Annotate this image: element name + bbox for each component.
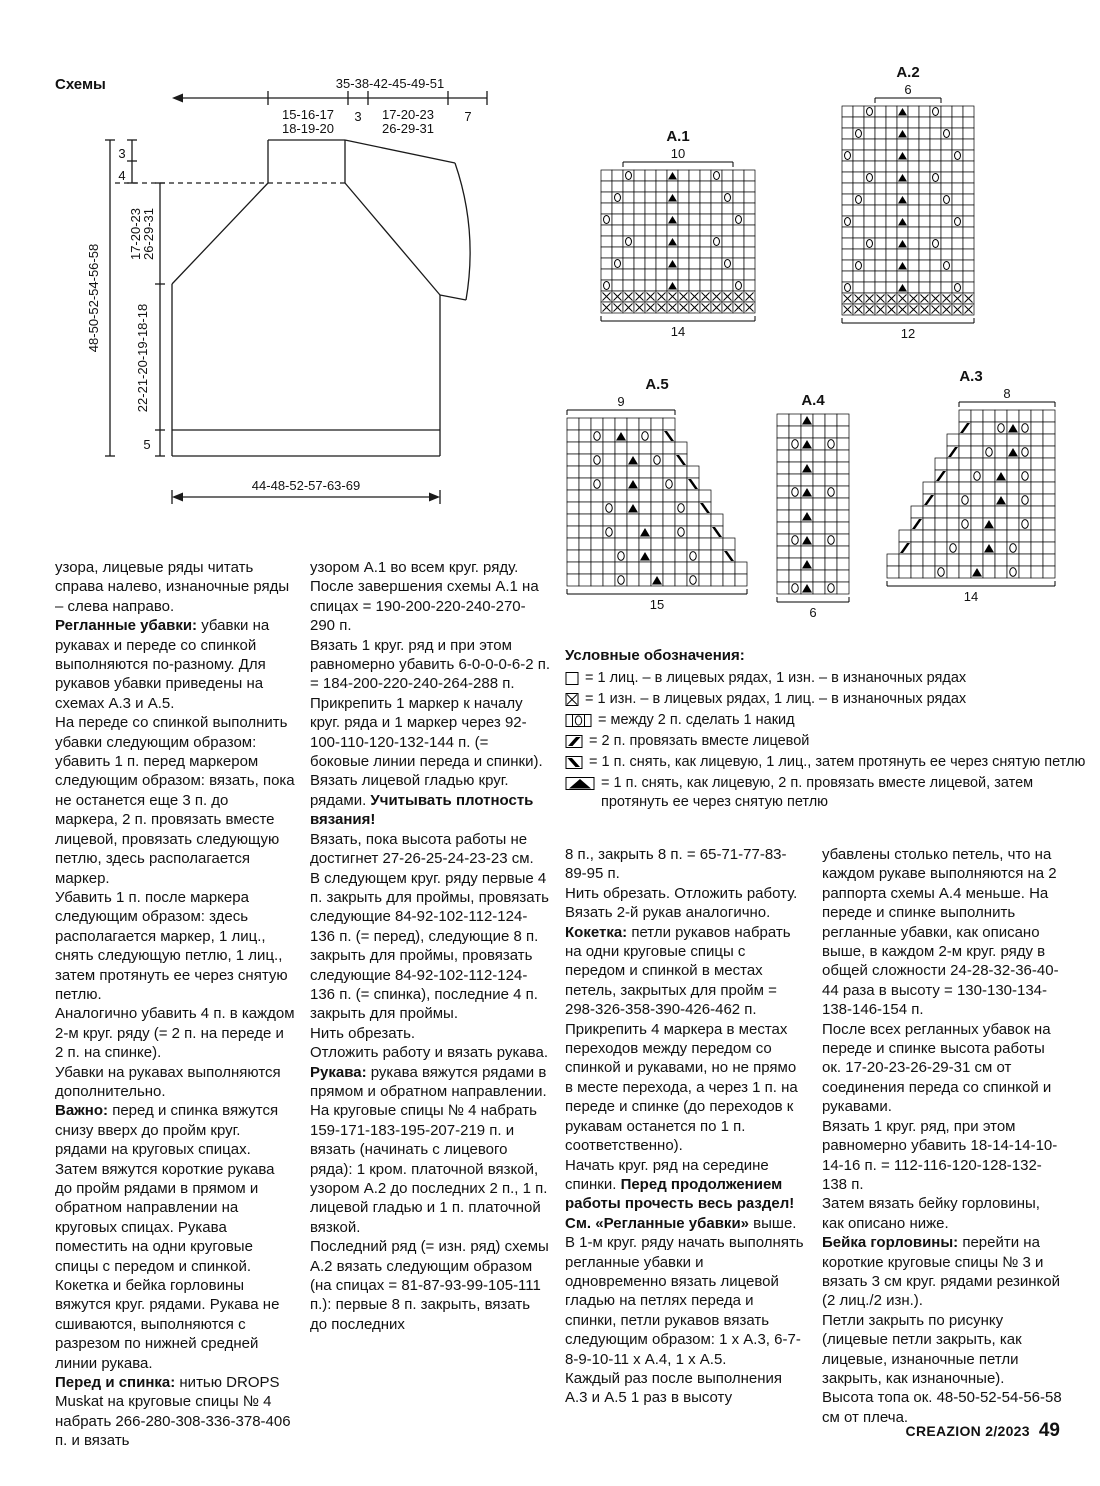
bold-text: Рукава: [310,1063,367,1081]
chart-a1 [597,128,759,342]
paragraph [565,1369,805,1408]
legend-item-slip-k2tog-pass [565,774,1093,812]
legend-text: = 2 п. провязать вместе лицевой [589,733,810,749]
text: Каждый раз после выполнения А.3 и А.5 1 раз в высоту [565,1369,783,1407]
text: перейти на короткие круговые спицы № 3 и вязать 3 см круг. рядами резинкой (2 лиц./2 изн.). [822,1234,1060,1310]
text: Начать круг. ряд на середине спинки. [565,1156,769,1193]
measure-top-width: 35-38-42-45-49-51 [335,76,445,91]
paragraph [310,1024,550,1043]
text: В следующем круг. ряду первые 4 п. закрыть для проймы, провязать следующие 84-92-102-112-124-136 п. (= перед), следующие 8 п. закрыть для проймы, провязать следующие 84-92-102-112-124-136 п. (= спинка), последние 4 п. закрыть для проймы. [310,869,549,1023]
paragraph [55,1063,295,1102]
text: Нить обрезать. [310,1024,416,1042]
measure-sleeve-top-1: 17-20-23 [381,107,435,122]
legend-text: = между 2 п. сделать 1 накид [598,712,795,728]
bold-text: Учитывать плотность вязания! [310,791,534,829]
paragraph [310,830,550,869]
paragraph [310,636,550,694]
knitting-chart-svg [563,394,751,610]
legend-text: = 1 изн. – в лицевых рядах, 1 лиц. – в изнаночных рядах [585,691,967,707]
paragraph [565,1156,805,1214]
bold-text: Бейка горловины: [822,1234,959,1252]
text: петли рукавов набрать на одни круговые спицы с передом и спинкой в местах петель, закрытых для пройм = 298-326-358-390-426-462 п. [565,923,791,1019]
slip-k2tog-pass-icon [565,776,596,791]
instructions-column-2 [310,558,550,1334]
garment-schematic [85,62,505,522]
chart-top-stitch-count: 8 [1003,386,1011,401]
paragraph [565,1020,805,1156]
chart-bottom-stitch-count: 12 [900,326,916,339]
chart-top-stitch-count: 9 [617,394,625,409]
purl-x-square-icon [565,692,580,707]
text: нитью DROPS Muskat на круговые спицы № 4 набрать 266-280-308-336-378-406 п. и вязать [55,1374,291,1450]
knitting-chart-svg [597,146,759,337]
text: убавлены столько петель, что на каждом рукаве выполняются на 2 раппорта схемы А.4 меньше. На переде и спинке выполнить регланные убавки, как описано выше, в каждом 2-м круг. ряду в общей сложности 24-28-32-36-40-44 раза в высоту = 130-130-134-138-146-154 п. [822,846,1059,1019]
bold-text: Перед продолжением работы прочесть весь раздел! [565,1175,795,1213]
text: Вязать, пока высота работы не достигнет 27-26-25-24-23-23 см. [310,830,534,868]
paragraph [55,1373,295,1451]
text: Убавки на рукавах выполняются дополнительно. [55,1063,281,1100]
paragraph [55,888,295,1004]
bold-text: Важно: [55,1102,109,1120]
legend-item-yarn-over [565,711,1093,730]
paragraph [565,845,805,884]
paragraph [822,845,1062,1020]
paragraph [55,1004,295,1062]
page-number: 49 [1038,1420,1060,1441]
page-footer [760,1420,1060,1442]
text: Вязать 2-й рукав аналогично. [565,904,771,922]
paragraph [565,923,805,1020]
legend-text: = 1 п. снять, как лицевую, 1 лиц., затем протянуть ее через снятую петлю [589,754,1086,770]
paragraph [310,558,550,577]
chart-top-stitch-count: 6 [904,82,912,97]
measure-raglan-1: 17-20-23 [128,207,143,261]
chart-a1-title: A.1 [666,128,690,145]
text: убавки на рукавах и переде со спинкой выполняются по-разному. Для рукавов убавки приведены на схемах А.3 и А.5. [55,617,270,712]
text: перед и спинка вяжутся снизу вверх до пройм круг. рядами на круговых спицах. Затем вяжутся короткие рукава до пройм рядами в прямом и обратном направлении на круговых спицах. Рукава поместить на одни круговые спицы с передом и спинкой. Кокетка и бейка горловины вяжутся круг. рядами. Рукава не сшиваются, выполняются с разрезом по нижней средней линии рукава. [55,1102,280,1372]
instructions-column-1 [55,558,295,1451]
garment-schematic-drawing [85,62,505,517]
text: рукава вяжутся рядами в прямом и обратном направлении. [310,1063,547,1100]
k2tog-icon [565,734,584,749]
chart-a2 [838,64,978,344]
paragraph [822,1117,1062,1195]
measure-total-length: 48-50-52-54-56-58 [86,243,101,353]
instructions-column-4 [822,845,1062,1427]
text: Отложить работу и вязать рукава. [310,1044,548,1062]
measure-hem-height: 5 [143,437,151,452]
legend-item-knit [565,669,1093,688]
text: Петли закрыть по рисунку (лицевые петли закрыть, как лицевые, изнаночные петли закрыть, как изнаночные). [822,1311,1022,1387]
text: 8 п., закрыть 8 п. = 65-71-77-83-89-95 п. [565,846,787,883]
paragraph [310,1237,550,1334]
yarn-over-icon [565,713,593,728]
text: узором А.1 во всем круг. ряду. [310,559,519,576]
chart-a4 [773,392,853,623]
measure-shoulder-1: 15-16-17 [281,107,335,122]
paragraph [310,577,550,635]
paragraph [310,1043,550,1062]
legend-item-purl [565,690,1093,709]
paragraph [310,1063,550,1102]
chart-a5-grid [563,394,751,615]
bold-text: Кокетка: [565,923,628,941]
chart-a2-title: A.2 [896,64,920,81]
chart-a2-grid [838,82,978,344]
chart-a4-grid [773,410,853,623]
paragraph [55,1101,295,1373]
measure-raglan-2: 26-29-31 [141,207,156,261]
knit-square-icon [565,671,580,686]
paragraph [55,558,295,616]
paragraph [55,713,295,888]
text: После завершения схемы А.1 на спицах = 190-200-220-240-270-290 п. [310,578,539,635]
chart-bottom-stitch-count: 14 [963,589,979,602]
text: Вязать 1 круг. ряд, при этом равномерно убавить 18-14-14-10-14-16 п. = 112-116-120-128-132-138 п. [822,1117,1058,1193]
bold-text: Регланные убавки: [55,617,198,635]
paragraph [565,1214,805,1369]
paragraph [310,1101,550,1237]
symbol-legend [565,646,1093,814]
chart-a5-title: A.5 [645,376,669,393]
text: Аналогично убавить 4 п. в каждом 2-м круг. ряду (= 2 п. на переде и 2 п. на спинке). [55,1005,295,1062]
paragraph [310,771,550,829]
text: выше. В 1-м круг. ряду начать выполнять регланные убавки и одновременно вязать лицевой гладью на петлях переда и спинки, петли рукавов вязать следующим образом: 1 х А.3, 6-7-8-9-10-11 х А.4, 1 х А.5. [565,1214,804,1368]
text: На переде со спинкой выполнить убавки следующим образом: убавить 1 п. перед маркером следующим образом: вязать, пока не останется еще 3 п. до маркера, 2 п. провязать вместе лицевой, провязать следующую петлю, здесь располагается маркер. [55,714,295,887]
knitting-chart-svg [883,386,1059,602]
chart-a3 [883,368,1059,607]
text: Вязать лицевой гладью круг. рядами. [310,772,509,809]
chart-top-stitch-count: 10 [670,146,686,161]
paragraph [822,1194,1062,1233]
paragraph [565,903,805,922]
knitting-chart-svg [773,410,853,618]
legend-item-k2tog [565,732,1093,751]
paragraph [310,694,550,772]
text: Прикрепить 1 маркер к началу круг. ряда и 1 маркер через 92-100-110-120-132-144 п. (= боковые линии переда и спинки). [310,694,543,771]
chart-a3-title: A.3 [959,368,983,385]
slip-knit-pass-icon [565,755,584,770]
instructions-column-3 [565,845,805,1408]
measure-neck-back-depth: 4 [118,168,126,183]
measure-body-length: 22-21-20-19-18-18 [135,303,150,413]
paragraph [565,884,805,903]
legend-text: = 1 п. снять, как лицевую, 2 п. провязать вместе лицевой, затем протянуть ее через снятую петлю [601,775,1034,810]
chart-a3-grid [883,386,1059,607]
text: Затем вязать бейку горловины, как описано ниже. [822,1195,1040,1232]
text: После всех регланных убавок на переде и спинке высота работы ок. 17-20-23-26-29-31 см от соединения переда со спинкой и рукавами. [822,1020,1052,1116]
text: Вязать 1 круг. ряд и при этом равномерно убавить 6-0-0-0-6-2 п. = 184-200-220-240-264-288 п. [310,636,551,693]
chart-a4-title: A.4 [801,392,825,409]
measure-sleeve-top-2: 26-29-31 [381,121,435,136]
measure-cuff: 7 [464,109,472,124]
text: Нить обрезать. Отложить работу. [565,884,798,902]
text: Высота топа ок. 48-50-52-54-56-58 см от плеча. [822,1389,1062,1426]
paragraph [822,1233,1062,1311]
paragraph [822,1020,1062,1117]
chart-a1-grid [597,146,759,342]
measure-neck: 3 [354,109,362,124]
chart-bottom-stitch-count: 6 [809,605,817,618]
measure-bottom-width: 44-48-52-57-63-69 [251,478,361,493]
chart-bottom-stitch-count: 14 [670,324,686,337]
text: На круговые спицы № 4 набрать 159-171-183-195-207-219 п. и вязать (начинать с лицевого ряда): 1 кром. платочной вязкой, узором А.2 до последних 2 п., 1 п. лицевой гладью и 1 п. платочной вязкой. [310,1102,548,1236]
legend-text: = 1 лиц. – в лицевых рядах, 1 изн. – в изнаночных рядах [585,670,967,686]
bold-text: См. «Регланные убавки» [565,1214,750,1232]
legend-heading: Условные обозначения: [565,647,745,664]
text: Прикрепить 4 маркера в местах переходов между передом со спинкой и рукавами, но не прямо в месте перехода, а через 1 п. на переде и спинке (до переходов к рукавам останется по 1 п. соответственно). [565,1020,798,1155]
chart-bottom-stitch-count: 15 [649,597,665,610]
legend-item-slip-knit-pass [565,753,1093,772]
chart-a5 [563,376,751,615]
bold-text: Перед и спинка: [55,1374,176,1392]
knitting-chart-svg [838,82,978,339]
text: Последний ряд (= изн. ряд) схемы А.2 вязать следующим образом (на спицах = 81-87-93-99-105-111 п.): первые 8 п. закрыть, вязать до последних [310,1238,549,1333]
magazine-title: CREAZION 2/2023 [905,1423,1030,1439]
measure-neck-front-depth: 3 [118,146,126,161]
paragraph [310,869,550,1024]
measure-shoulder-2: 18-19-20 [281,121,335,136]
text: Убавить 1 п. после маркера следующим образом: здесь располагается маркер, 1 лиц., снять следующую петлю, 1 лиц., затем протянуть ее через снятую петлю. [55,888,288,1003]
paragraph [822,1311,1062,1389]
paragraph [55,616,295,713]
text: узора, лицевые ряды читать справа налево, изнаночные ряды – слева направо. [55,559,290,615]
schemes-heading: Схемы [55,76,106,93]
